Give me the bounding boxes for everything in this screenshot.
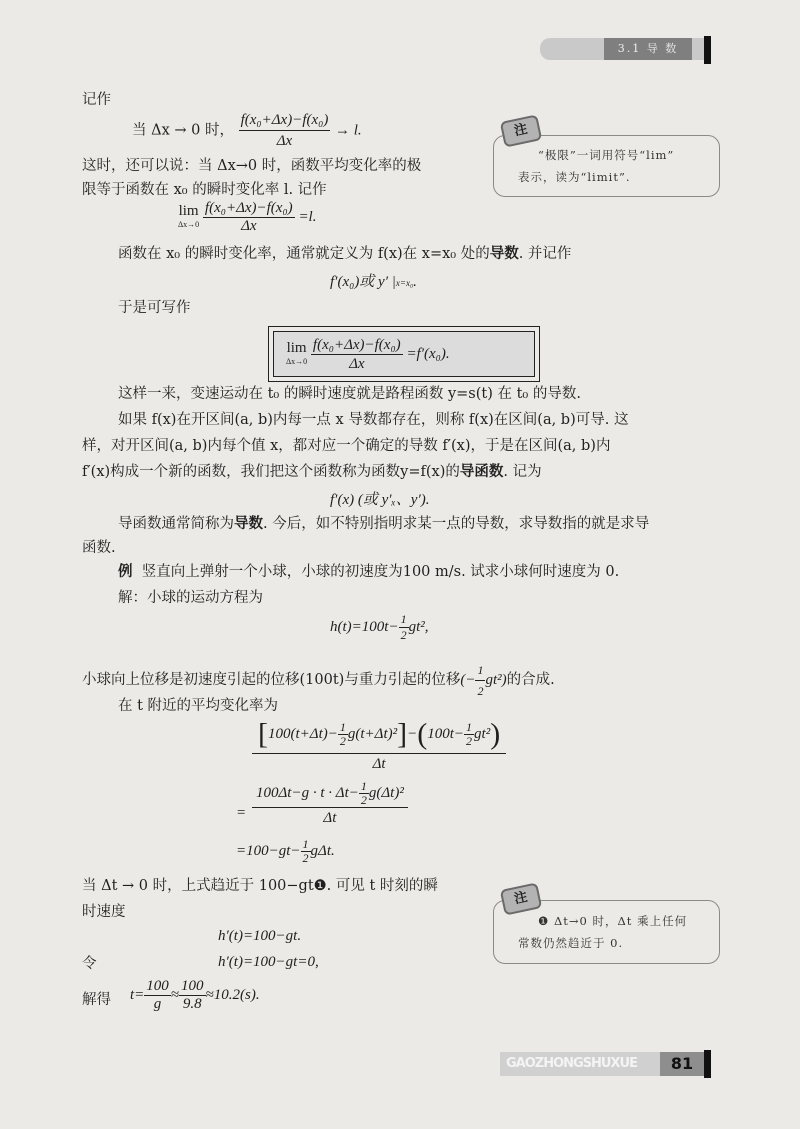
f8-c: − (407, 726, 418, 742)
f13-b: ≈10.2(s). (205, 986, 260, 1003)
formula-derivative-function: f′(x) (或 y′ₓ、y′). (330, 492, 430, 508)
text-p5a: 函数在 x₀ 的瞬时变化率，通常就定义为 f(x)在 x=x₀ 处的 (118, 246, 490, 262)
para-p10 (82, 462, 542, 482)
formula-step3 (236, 838, 335, 865)
f7-a: h(t)=100t− (330, 618, 399, 635)
formula-velocity: h′(t)=100−gt. (218, 928, 302, 944)
half-5-num: 1 (360, 779, 367, 794)
half-3-num: 1 (339, 720, 346, 735)
p15-bracket-expr: (− $\frac{1}{2}$ gt²) (460, 672, 506, 688)
fraction-3-den: Δx (311, 354, 403, 373)
half-4-num: 1 (466, 720, 473, 735)
fraction-1-den: Δx (239, 130, 331, 151)
note-text-1: “极限”一词用符号“lim” (538, 148, 675, 162)
formula-avg-rate-num (252, 716, 506, 753)
result-2-den: 9.8 (179, 995, 206, 1013)
para-p12: 函数. (82, 540, 116, 556)
para-p9: 样，对开区间(a, b)内每个值 x，都对应一个确定的导数 f′(x)，于是在区间(a, b)内 (82, 438, 611, 454)
f8-a: 100(t+Δt)− (268, 726, 338, 742)
text-p15d: 的合成. (506, 671, 555, 688)
half-6-num: 1 (302, 837, 309, 851)
lim-2 (286, 339, 308, 368)
fraction-result-2 (179, 978, 206, 1013)
section-title: 3.1 导 数 (604, 38, 692, 60)
para-p4: 限等于函数在 x₀ 的瞬时变化率 l. 记作 (82, 182, 327, 198)
formula-set-zero: h′(t)=100−gt=0, (218, 954, 319, 970)
bracket-close-1: ] (397, 717, 408, 751)
half-5-den: 2 (360, 793, 367, 808)
para-p7: 这样一来，变速运动在 t₀ 的瞬时速度就是路程函数 y=s(t) 在 t₀ 的导数. (118, 386, 581, 402)
approx-sign: ≈ (170, 986, 180, 1003)
example-label: 例 (118, 563, 133, 580)
bracket-open-1: [ (258, 717, 268, 751)
formula-avg-rate (252, 716, 506, 774)
para-p17: 当 Δt → 0 时，上式趋近于 100−gt❶. 可见 t 时刻的瞬 (82, 878, 438, 894)
para-p3: 这时，还可以说：当 Δx→0 时，函数平均变化率的极 (82, 158, 422, 174)
fraction-1 (239, 110, 331, 151)
f10-b: gΔt. (310, 842, 335, 859)
para-p5 (118, 244, 571, 264)
text-p11c: . 今后，如不特别指明求某一点的导数，求导数指的就是求导 (263, 516, 650, 532)
fraction-1-num: f(x₀+Δx)−f(x₀) (240, 112, 329, 128)
example-text: 竖直向上弹射一个小球，小球的初速度为100 m/s. 试求小球何时速度为 0. (141, 564, 620, 580)
text-p2a: 当 Δx → 0 时， (132, 122, 234, 139)
f9-a: 100Δt−g · t · Δt− (256, 785, 359, 801)
fraction-2-den: Δx (203, 217, 295, 235)
formula-limit-tail: =l. (298, 208, 317, 225)
fraction-2 (203, 200, 295, 235)
lim-2-sub: Δx→0 (286, 356, 308, 366)
text-p15b: − (465, 671, 476, 688)
formula-result (130, 978, 260, 1013)
f9-b: g(Δt)² (368, 785, 404, 801)
f10-a: =100−gt− (236, 842, 301, 859)
lim-1-word: lim (178, 202, 199, 219)
fraction-half-2 (475, 660, 485, 701)
para-solve: 解得 (82, 992, 111, 1008)
boxed-definition-inner (273, 331, 535, 377)
f4-main: f′(x₀)或 y′ | (330, 274, 396, 290)
bracket-close-2: ) (490, 717, 501, 751)
formula-step2-den: Δt (252, 807, 408, 828)
formula-avg-rate-den: Δt (252, 753, 506, 774)
f8-b: g(t+Δt)² (347, 726, 398, 742)
text-p15c: gt² (485, 671, 502, 688)
equals-sign-1: = (236, 805, 247, 821)
half-2-den: 2 (475, 680, 485, 701)
page-number: 81 (660, 1052, 704, 1076)
boxed-definition (268, 326, 540, 382)
fraction-3 (311, 336, 403, 373)
note-tag-1: 注 (500, 114, 543, 147)
lim-2-word: lim (286, 339, 307, 356)
para-p6: 于是可写作 (118, 300, 191, 316)
para-p18: 时速度 (82, 904, 126, 920)
result-1-num: 100 (146, 978, 169, 994)
note-tag-2: 注 (500, 882, 543, 915)
f4-sub: x=x₀ (395, 278, 414, 288)
para-let: 令 (82, 956, 97, 972)
f8-d: 100t− (427, 726, 465, 742)
half-1-den: 2 (400, 628, 407, 642)
formula-limit (178, 200, 316, 235)
para-p16: 在 t 附近的平均变化率为 (118, 698, 279, 714)
half-1-num: 1 (400, 612, 407, 626)
fraction-result-1 (144, 978, 171, 1013)
fraction-half-5 (359, 780, 369, 807)
half-2-num: 1 (477, 663, 484, 677)
fraction-half-3 (338, 721, 348, 748)
fraction-half-4 (464, 721, 474, 748)
formula-step2-num (252, 780, 408, 807)
footer-text: GAOZHONGSHUXUE (506, 1056, 637, 1071)
para-p1: 记作 (82, 92, 111, 108)
footer-edge (704, 1050, 711, 1078)
text-p15a: 小球向上位移是初速度引起的位移(100t)与重力引起的位移 (82, 671, 461, 688)
fraction-3-tail: =f′(x₀). (406, 346, 450, 362)
formula-motion (330, 612, 429, 643)
fraction-half-6 (301, 838, 311, 865)
half-3-den: 2 (339, 734, 346, 749)
text-p2b: → l. (334, 122, 362, 139)
f13-a: t= (130, 986, 145, 1003)
para-example (118, 562, 619, 582)
bracket-open-2: ( (417, 717, 428, 751)
lim-1-sub: Δx→0 (178, 219, 200, 229)
header-edge (704, 36, 711, 64)
result-2-num: 100 (181, 978, 204, 994)
f8-e: gt² (474, 726, 491, 742)
text-p10a: f′(x)构成一个新的函数，我们把这个函数称为函数y=f(x)的 (82, 464, 460, 480)
note-text-2b: 常数仍然趋近于 0. (518, 936, 624, 950)
lim-1 (178, 202, 200, 231)
result-1-den: g (144, 995, 171, 1013)
formula-derivative-notation (330, 270, 417, 291)
half-4-den: 2 (466, 734, 473, 749)
para-p15 (82, 660, 555, 701)
text-p10c: . 记为 (503, 464, 542, 480)
note-text-1b: 表示，读为“limit”. (518, 170, 631, 184)
term-derivative-function: 导函数 (459, 463, 504, 480)
f7-b: gt², (408, 618, 429, 635)
formula-limit-arrow (132, 110, 362, 151)
term-derivative-short: 导数 (234, 515, 263, 532)
para-p8: 如果 f(x)在开区间(a, b)内每一点 x 导数都存在，则称 f(x)在区间(a, b)可导. 这 (118, 412, 629, 428)
fraction-2-num: f(x₀+Δx)−f(x₀) (204, 200, 293, 216)
note-text-2: ❶ Δt→0 时，Δt 乘上任何 (538, 914, 688, 928)
formula-step2 (252, 780, 408, 828)
footer-bar (500, 1052, 666, 1076)
f4-tail: . (413, 274, 417, 290)
text-p11a: 导函数通常简称为 (118, 516, 234, 532)
fraction-half-1 (399, 612, 409, 643)
para-solution: 解：小球的运动方程为 (118, 590, 263, 606)
half-6-den: 2 (302, 851, 309, 865)
text-p5c: . 并记作 (518, 246, 572, 262)
para-p11 (118, 514, 649, 534)
term-derivative: 导数 (489, 245, 519, 262)
fraction-3-num: f(x₀+Δx)−f(x₀) (312, 337, 401, 354)
